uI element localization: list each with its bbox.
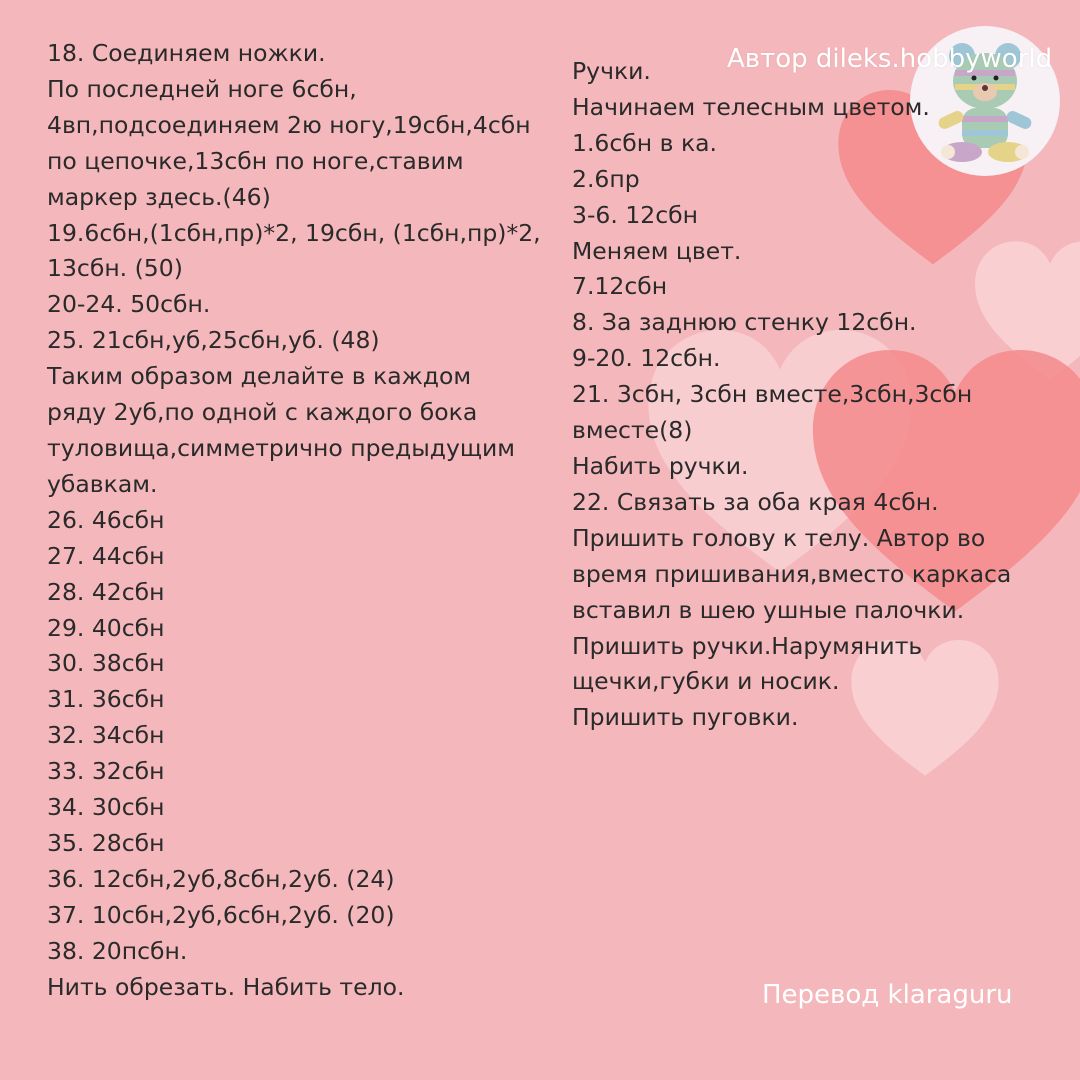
instruction-line: 18. Соединяем ножки. — [47, 39, 326, 67]
instruction-line: вставил в шею ушные палочки. — [572, 595, 965, 624]
instruction-line: Таким образом делайте в каждом — [47, 362, 472, 391]
instruction-line: убавкам. — [47, 469, 158, 498]
instruction-line: щечки,губки и носик. — [572, 667, 840, 696]
instruction-line: 35. 28сбн — [47, 828, 165, 857]
instruction-line: По последней ноге 6сбн, — [47, 74, 357, 103]
instruction-line: 13сбн. (50) — [47, 254, 183, 283]
instruction-line: 34. 30сбн — [47, 793, 165, 822]
instruction-line: 7.12сбн — [572, 272, 668, 301]
instruction-line: Меняем цвет. — [572, 236, 742, 265]
instruction-line: Нить обрезать. Набить тело. — [47, 972, 405, 1001]
instruction-line: 9-20. 12сбн. — [572, 344, 721, 373]
instruction-line: Набить ручки. — [572, 451, 749, 480]
instruction-line: Ручки. — [572, 57, 651, 85]
instruction-line: 36. 12сбн,2уб,8сбн,2уб. (24) — [47, 864, 395, 893]
instruction-line: Пришить пуговки. — [572, 703, 799, 732]
instruction-line: 28. 42сбн — [47, 577, 165, 606]
instruction-line: 37. 10сбн,2уб,6сбн,2уб. (20) — [47, 900, 395, 929]
instruction-line: 20-24. 50сбн. — [47, 290, 211, 319]
instruction-line: Начинаем телесным цветом. — [572, 92, 930, 121]
instruction-line: туловища,симметрично предыдущим — [47, 433, 516, 462]
instruction-line: 22. Связать за оба края 4сбн. — [572, 487, 939, 516]
instruction-line: маркер здесь.(46) — [47, 182, 271, 211]
instruction-line: 26. 46сбн — [47, 505, 165, 534]
translator-credit: Перевод klaraguru — [762, 980, 1013, 1010]
instruction-line: Пришить голову к телу. Автор во — [572, 523, 986, 552]
instruction-line: 2.6пр — [572, 164, 640, 193]
instruction-line: по цепочке,13сбн по ноге,ставим — [47, 146, 464, 175]
author-credit: Автор dileks.hobbyworld — [727, 44, 1053, 74]
instruction-line: время пришивания,вместо каркаса — [572, 559, 1012, 588]
instruction-line: 33. 32сбн — [47, 757, 165, 786]
instruction-line: 30. 38сбн — [47, 649, 165, 678]
instruction-line: 8. За заднюю стенку 12сбн. — [572, 308, 917, 337]
instruction-line: Пришить ручки.Нарумянить — [572, 631, 923, 660]
instruction-line: 1.6сбн в ка. — [572, 128, 718, 157]
instruction-line: 38. 20псбн. — [47, 936, 188, 965]
instruction-line: 19.6сбн,(1сбн,пр)*2, 19сбн, (1сбн,пр)*2, — [47, 218, 541, 247]
instruction-line: 25. 21сбн,уб,25сбн,уб. (48) — [47, 326, 380, 355]
instruction-line: 21. 3сбн, 3сбн вместе,3сбн,3сбн — [572, 380, 973, 409]
instruction-line: 3-6. 12сбн — [572, 200, 699, 229]
right-column — [572, 54, 1011, 736]
instruction-line: 4вп,подсоединяем 2ю ногу,19сбн,4сбн — [47, 110, 531, 139]
instruction-line: 31. 36сбн — [47, 685, 165, 714]
instruction-line: 29. 40сбн — [47, 613, 165, 642]
instruction-line: вместе(8) — [572, 416, 693, 445]
instruction-line: 27. 44сбн — [47, 541, 165, 570]
left-column — [47, 36, 541, 1005]
instruction-line: 32. 34сбн — [47, 721, 165, 750]
instruction-line: ряду 2уб,по одной с каждого бока — [47, 398, 478, 427]
